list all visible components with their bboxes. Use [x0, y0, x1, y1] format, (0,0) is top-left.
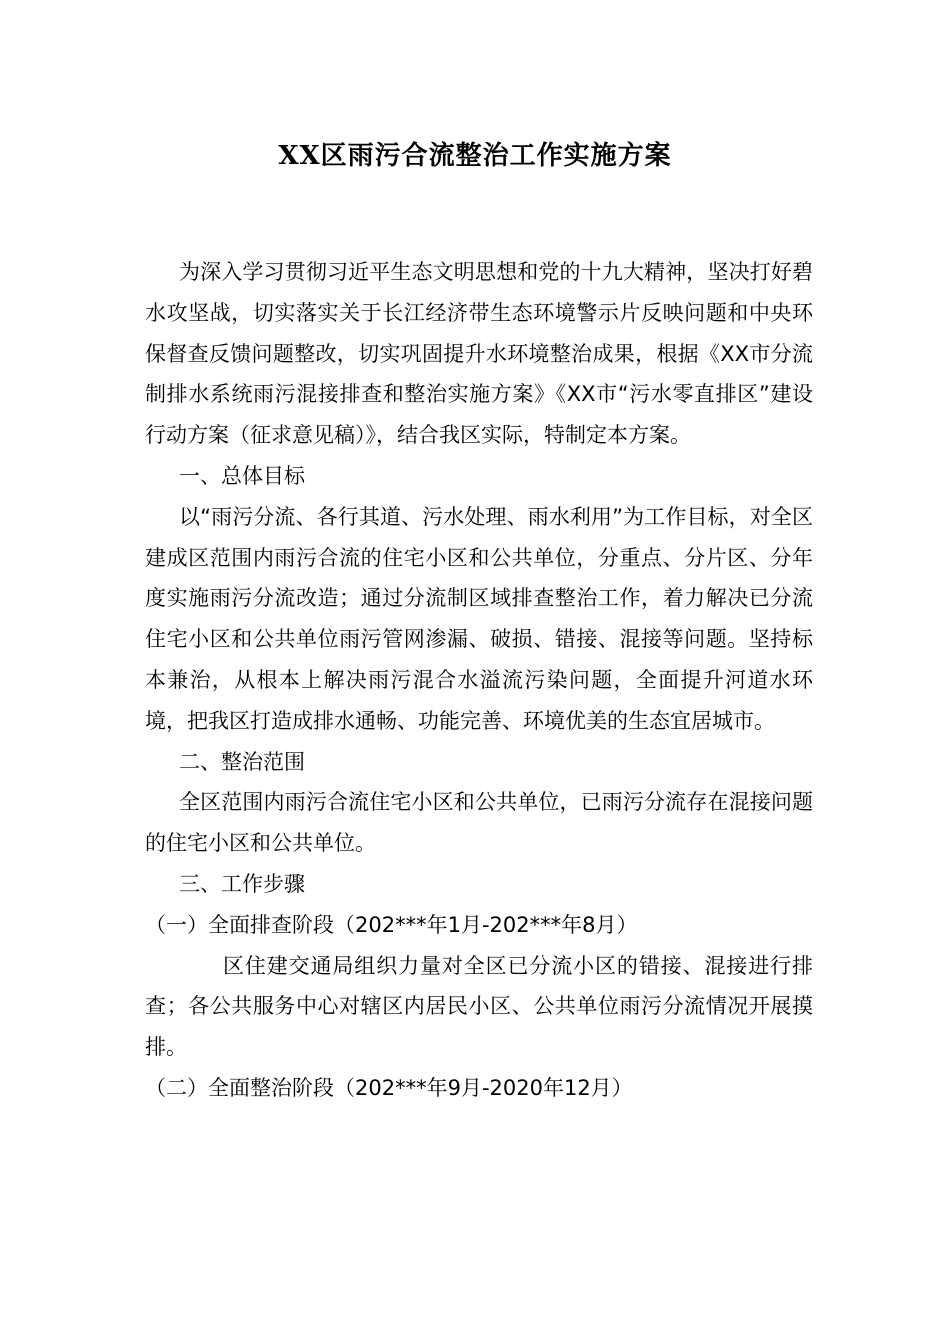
document-body	[145, 252, 813, 1109]
section-heading-scope: 二、整治范围	[179, 749, 305, 774]
subheading-rectification-stage: （二）全面整治阶段（202***年9月-2020年12月）	[145, 1075, 633, 1100]
document-title: XX区雨污合流整治工作实施方案	[278, 141, 672, 171]
subheading-survey-stage: （一）全面排查阶段（202***年1月-202***年8月）	[145, 912, 638, 937]
section-heading-steps: 三、工作步骤	[179, 871, 305, 896]
goal-paragraph: 以“雨污分流、各行其道、污水处理、雨水利用”为工作目标，对全区建成区范围内雨污合流的住宅小区和公共单位，分重点、分片区、分年度实施雨污分流改造；通过分流制区域排查整治工作，着力解决已分流住宅小区和公共单位雨污管网渗漏、破损、错接、混接等问题。坚持标本兼治，从根本上解决雨污混合水溢流污染问题，全面提升河道水环境，把我区打造成排水通畅、功能完善、环境优美的生态宜居城市。	[145, 504, 813, 733]
intro-paragraph: 为深入学习贯彻习近平生态文明思想和党的十九大精神，坚决打好碧水攻坚战，切实落实关于长江经济带生态环境警示片反映问题和中央环保督查反馈问题整改，切实巩固提升水环境整治成果，根据《XX市分流制排水系统雨污混接排查和整治实施方案》《XX市“污水零直排区”建设行动方案（征求意见稿）》，结合我区实际，特制定本方案。	[145, 260, 813, 448]
survey-paragraph: 区住建交通局组织力量对全区已分流小区的错接、混接进行排查；各公共服务中心对辖区内居民小区、公共单位雨污分流情况开展摸排。	[145, 953, 813, 1060]
scope-paragraph: 全区范围内雨污合流住宅小区和公共单位，已雨污分流存在混接问题的住宅小区和公共单位。	[145, 790, 813, 856]
section-heading-overall-goal: 一、总体目标	[179, 463, 305, 488]
